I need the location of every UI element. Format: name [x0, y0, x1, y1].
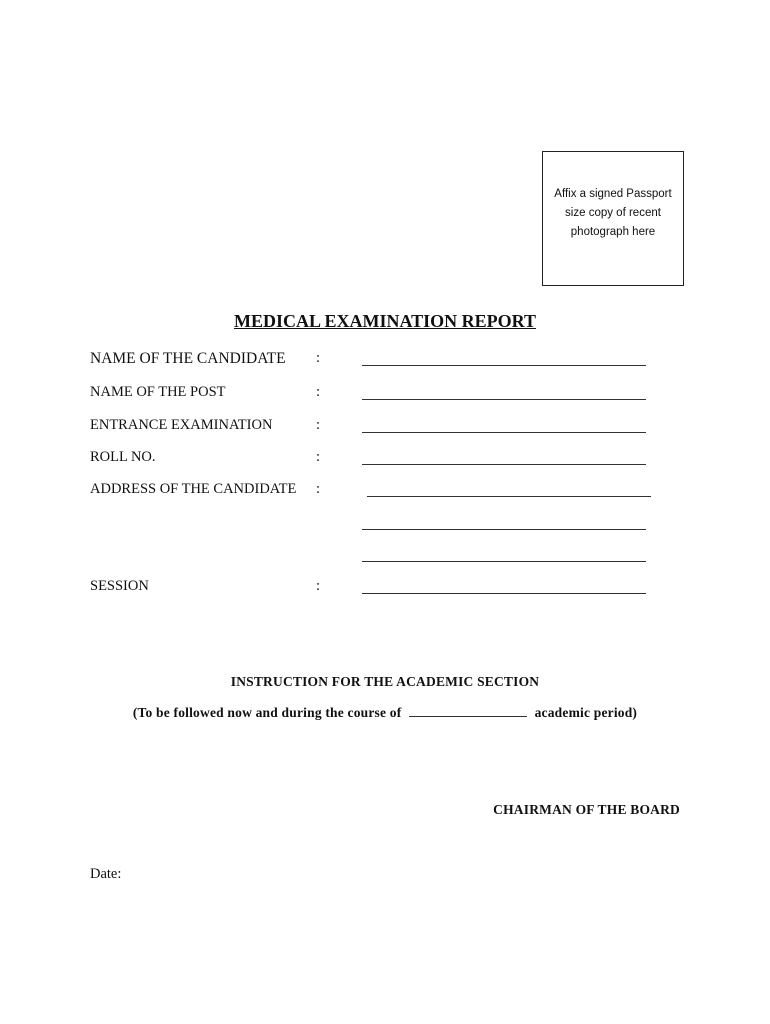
session-label: SESSION — [90, 578, 149, 594]
address-blank-2[interactable] — [362, 529, 646, 530]
address-label: ADDRESS OF THE CANDIDATE — [90, 481, 297, 497]
address-row-3 — [0, 546, 770, 566]
instruction-line-before: (To be followed now and during the course of — [132, 705, 402, 720]
address-row-2 — [0, 514, 770, 534]
roll-no-row — [0, 449, 770, 469]
post-name-label: NAME OF THE POST — [90, 384, 226, 400]
address-blank-1[interactable] — [367, 496, 651, 497]
colon: : — [316, 481, 321, 497]
address-row — [0, 481, 770, 501]
candidate-name-row — [0, 350, 770, 370]
entrance-exam-label: ENTRANCE EXAMINATION — [90, 417, 273, 433]
photo-box-text: Affix a signed Passport size copy of recent photograph here — [554, 188, 672, 238]
colon: : — [316, 350, 321, 366]
instruction-line-after: academic period) — [534, 705, 638, 720]
candidate-name-blank[interactable] — [362, 365, 646, 366]
chairman-signature: CHAIRMAN OF THE BOARD — [493, 802, 680, 817]
roll-no-label: ROLL NO. — [90, 449, 156, 465]
colon: : — [316, 384, 321, 400]
post-name-row — [0, 384, 770, 404]
candidate-name-label: NAME OF THE CANDIDATE — [90, 350, 286, 367]
post-name-blank[interactable] — [362, 399, 646, 400]
colon: : — [316, 578, 321, 594]
roll-no-blank[interactable] — [362, 464, 646, 465]
colon: : — [316, 449, 321, 465]
session-row — [0, 578, 770, 598]
address-blank-3[interactable] — [362, 561, 646, 562]
instruction-heading: INSTRUCTION FOR THE ACADEMIC SECTION — [230, 674, 540, 689]
photo-box — [542, 151, 684, 286]
instruction-line — [0, 705, 770, 721]
colon: : — [316, 417, 321, 433]
page-title: MEDICAL EXAMINATION REPORT — [233, 311, 537, 331]
entrance-exam-row — [0, 417, 770, 437]
entrance-exam-blank[interactable] — [362, 432, 646, 433]
date-label: Date: — [90, 866, 122, 882]
session-blank[interactable] — [362, 593, 646, 594]
academic-period-blank[interactable] — [409, 705, 527, 717]
